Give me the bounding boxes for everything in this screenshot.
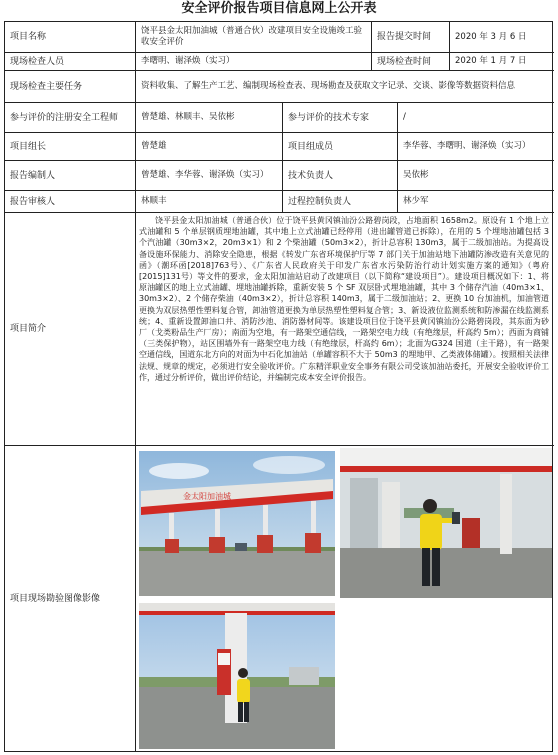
photos-cell bbox=[136, 446, 554, 751]
page-title: 安全评价报告项目信息网上公开表 bbox=[181, 1, 377, 16]
process-lead-label: 过程控制负责人 bbox=[283, 191, 398, 213]
engineers-value: 曾楚雄、林顺丰、吴依彬 bbox=[136, 103, 283, 133]
tasks-value: 资料收集、了解生产工艺、编制现场检查表、现场勘查及获取文字记录、交谈、影像等数据资料信息 bbox=[136, 71, 554, 103]
leader-value: 曾楚雄 bbox=[136, 133, 283, 161]
leader-label: 项目组长 bbox=[5, 133, 136, 161]
photo-inspector bbox=[340, 448, 552, 598]
inspectors-value: 李曙明、谢泽焕（实习） bbox=[136, 53, 372, 71]
authors-value: 曾楚雄、李华蓉、谢泽焕（实习） bbox=[136, 161, 283, 191]
submit-time-label: 报告提交时间 bbox=[372, 22, 450, 53]
members-value: 李华蓉、李曙明、谢泽焕（实习） bbox=[398, 133, 554, 161]
intro-text: 饶平县金太阳加油城（普通合伙）位于饶平县黄冈镇汕汾公路碧岗段，占地面积 1658m2。原设有 1 个地上立式油罐和 5 个单层钢质埋地油罐，其中地上立式油罐已经停用（进出罐管道已拆除），在用的 5 个埋地油罐包括 3 个汽油罐（30m3×2，20m3×1）和 2 个柴油罐（50m3×2），折计总容积 130m3，属于二级加油站。为提高设备设施环保能力、消除安全隐患，根据《转发广东省环境保护厅等 7 部门关于加油站地下油罐防渗改造有关意见的函》（潮环函[2018]763号）、《广东省人民政府关于印发广东省水污染防治行动计划实施方案的通知》（粤府[2015]131号）等文件的要求，金太阳加油站启动了改建项目（以下简称“建设项目”）。建设项目概况如下：1、将原油罐区的地上立式油罐、埋地油罐拆除，重新安装 5 个 SF 双层卧式埋地油罐，其中 3 个储存汽油（40m3×1、30m3×2）、2 个储存柴油（40m3×2），折计总容积 140m3，属于二级加油站；2、更换 10 台加油机，加油管道更换为双层热塑性塑料复合管，卸油管道更换为单层热塑性塑料复合管；3、新设液位监测系统和防渗漏在线监测系统；4、重新设置卸油口井、消防沙池、消防器材间等。该建设项目位于饶平县黄冈镇汕汾公路碧岗段，其东面为砂厂（戈类粉品生产厂房）；南面为空地，有一路架空通信线，一路架空电力线（有绝缘层，杆高约 5m）；西面为商铺（三类保护物），站区围墙外有一路架空电力线（有绝缘层，杆高约 6m）；北面为G324 国道（主干路），有一路架空通信线，国道东北方向的对面为中石化加油站（单罐容积不大于 50m3 的埋地甲、乙类液体储罐）。按照相关法律法规、规章的规定，必须进行安全验收评价。广东精洋职业安全事务有限公司受该加油站委托，开展安全验收评价工作，通过分析评价，做出评价结论，并编制完成本安全评价报告。 bbox=[139, 216, 549, 382]
tasks-label: 现场检查主要任务 bbox=[5, 71, 136, 103]
reviewer-label: 报告审核人 bbox=[5, 191, 136, 213]
project-name-label: 项目名称 bbox=[5, 22, 136, 53]
process-lead-value: 林少军 bbox=[398, 191, 554, 213]
tech-lead-value: 吴依彬 bbox=[398, 161, 554, 191]
photo-dispenser bbox=[139, 603, 335, 749]
photo-station-canopy bbox=[139, 451, 335, 596]
inspect-time-value: 2020 年 1 月 7 日 bbox=[450, 53, 554, 71]
engineers-label: 参与评价的注册安全工程师 bbox=[5, 103, 136, 133]
inspect-time-label: 现场检查时间 bbox=[372, 53, 450, 71]
members-label: 项目组成员 bbox=[283, 133, 398, 161]
station-sign-text: 金太阳加油城 bbox=[183, 492, 231, 501]
experts-value: / bbox=[398, 103, 554, 133]
project-name-value: 饶平县金太阳加油城（普通合伙）改建项目安全设施竣工验收安全评价 bbox=[136, 22, 372, 53]
info-table bbox=[4, 21, 553, 752]
inspectors-label: 现场检查人员 bbox=[5, 53, 136, 71]
photos-label: 项目现场勘验图像影像 bbox=[5, 446, 136, 751]
intro-label: 项目简介 bbox=[5, 213, 136, 446]
experts-label: 参与评价的技术专家 bbox=[283, 103, 398, 133]
intro-cell bbox=[136, 213, 554, 446]
reviewer-value: 林顺丰 bbox=[136, 191, 283, 213]
submit-time-value: 2020 年 3 月 6 日 bbox=[450, 22, 554, 53]
tech-lead-label: 技术负责人 bbox=[283, 161, 398, 191]
authors-label: 报告编制人 bbox=[5, 161, 136, 191]
